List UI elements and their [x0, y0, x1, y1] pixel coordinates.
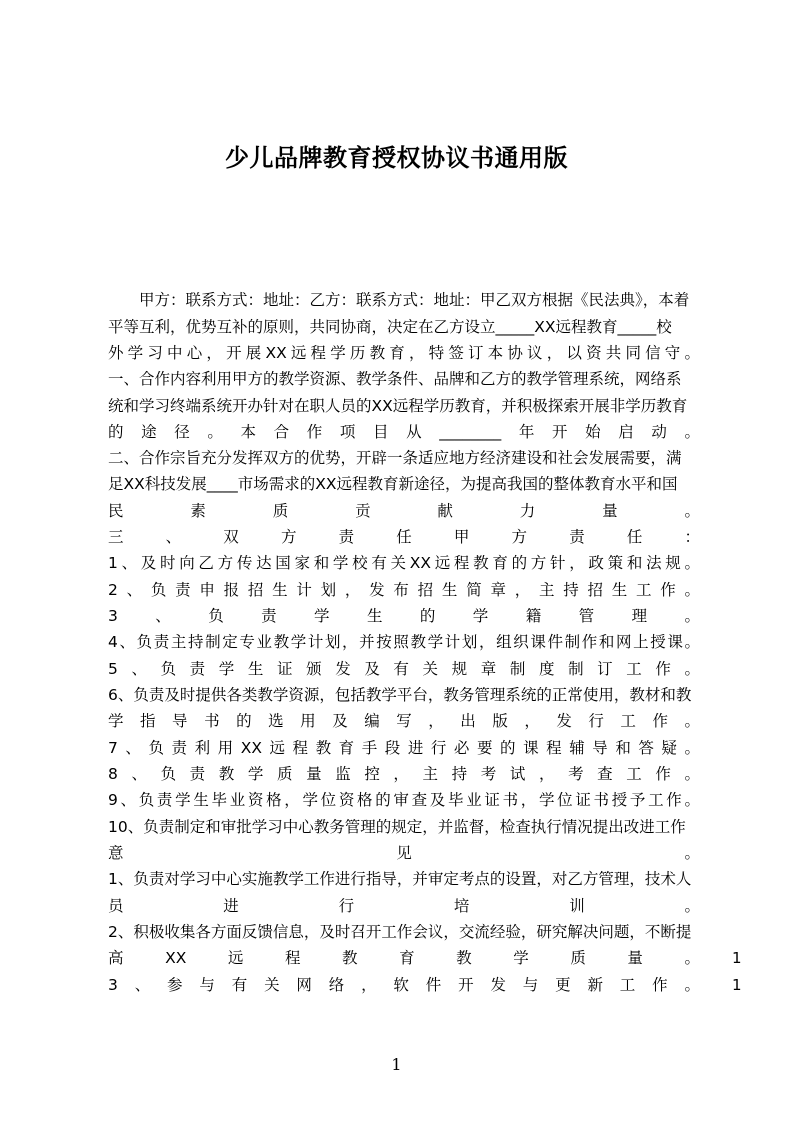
margin-mark: 1	[732, 949, 742, 967]
paragraph-line: 7、负责利用XX远程教育手段进行必要的课程辅导和答疑。	[108, 739, 700, 757]
paragraph-line: 统和学习终端系统开办针对在职人员的XX远程学历教育，并积极探索开展非学历教育	[108, 397, 688, 415]
paragraph-line: 一、合作内容利用甲方的教学资源、教学条件、品牌和乙方的教学管理系统，网络系	[108, 370, 682, 388]
page-number: 1	[391, 1055, 402, 1074]
paragraph-line: 三、双方责任甲方责任：	[108, 528, 700, 546]
paragraph-line: 9、负责学生毕业资格，学位资格的审查及毕业证书，学位证书授予工作。	[108, 791, 700, 809]
paragraph-line: 平等互利，优势互补的原则，共同协商，决定在乙方设立_____XX远程教育_____校	[108, 318, 672, 336]
paragraph-line: 员进行培训。	[108, 897, 700, 915]
paragraph-line: 6、负责及时提供各类教学资源，包括教学平台，教务管理系统的正常使用，教材和教	[108, 686, 692, 704]
paragraph-line: 5、负责学生证颁发及有关规章制度制订工作。	[108, 660, 700, 678]
paragraph-line: 2、负责申报招生计划，发布招生简章，主持招生工作。	[108, 581, 700, 599]
paragraph-line: 民素质贡献力量。	[108, 502, 700, 520]
paragraph-line: 二、合作宗旨充分发挥双方的优势，开辟一条适应地方经济建设和社会发展需要，满	[108, 449, 682, 467]
paragraph-line: 学指导书的选用及编写，出版，发行工作。	[108, 712, 700, 730]
paragraph-line: 足XX科技发展____市场需求的XX远程教育新途径，为提高我国的整体教育水平和国	[108, 475, 678, 493]
paragraph-line: 高XX远程教育教学质量。	[108, 949, 700, 967]
paragraph-line: 10、负责制定和审批学习中心教务管理的规定，并监督，检查执行情况提出改进工作	[108, 818, 686, 836]
paragraph-line: 的途径。本合作项目从________年开始启动。	[108, 423, 700, 441]
paragraph-line: 意见。	[108, 844, 700, 862]
paragraph-line: 1、负责对学习中心实施教学工作进行指导，并审定考点的设置，对乙方管理，技术人	[108, 870, 692, 888]
paragraph-line: 3、负责学生的学籍管理。	[108, 607, 700, 625]
paragraph-line: 2、积极收集各方面反馈信息，及时召开工作会议，交流经验，研究解决问题，不断提	[108, 923, 692, 941]
paragraph-line: 4、负责主持制定专业教学计划，并按照教学计划，组织课件制作和网上授课。	[108, 633, 700, 651]
paragraph-line: 3、参与有关网络，软件开发与更新工作。	[108, 976, 700, 994]
document-title: 少儿品牌教育授权协议书通用版	[225, 144, 568, 172]
paragraph-line: 8、负责教学质量监控，主持考试，考查工作。	[108, 765, 700, 783]
paragraph-line: 1、及时向乙方传达国家和学校有关XX远程教育的方针，政策和法规。	[108, 554, 700, 572]
paragraph-line: 甲方：联系方式：地址：乙方：联系方式：地址：甲乙双方根据《民法典》，本着	[139, 291, 690, 309]
paragraph-line: 外学习中心，开展XX远程学历教育，特签订本协议，以资共同信守。	[108, 344, 700, 362]
margin-mark: 1	[732, 976, 742, 994]
